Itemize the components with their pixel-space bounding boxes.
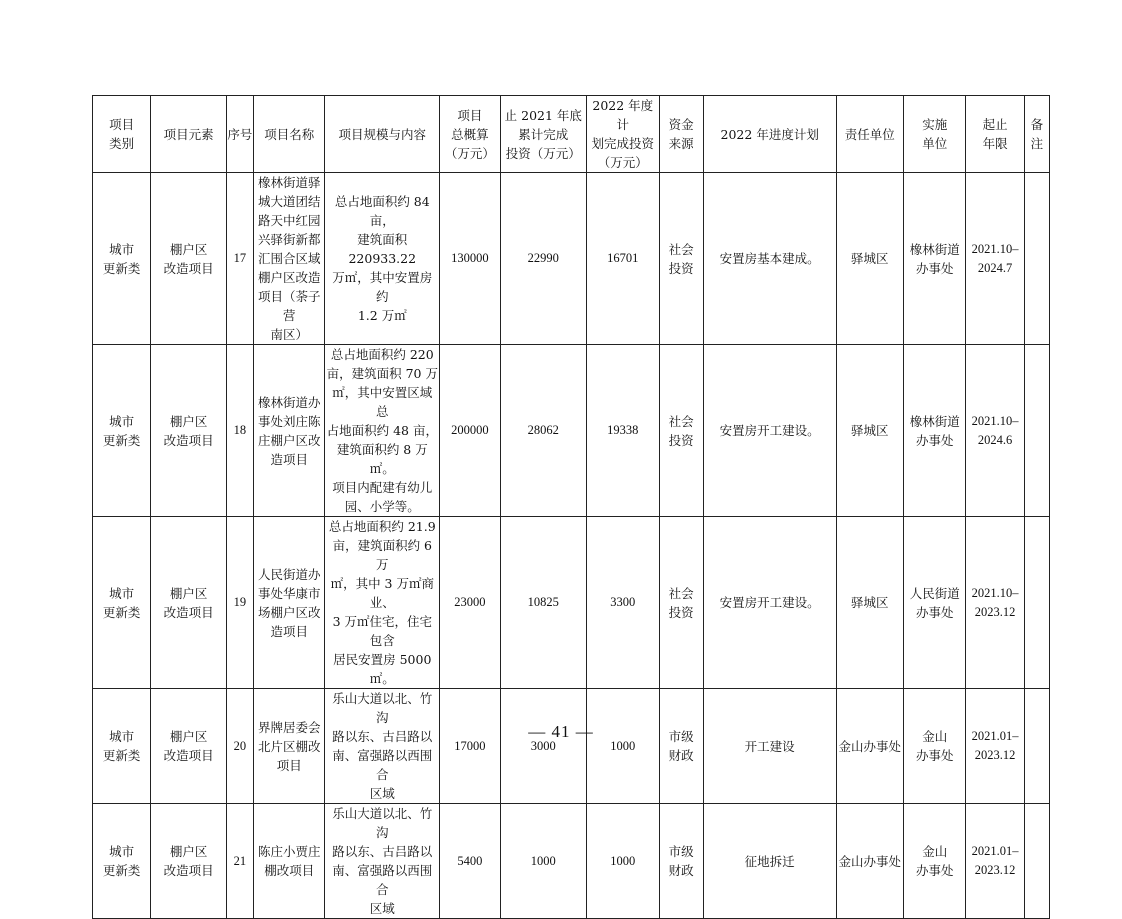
header-implementing-unit: 实施 单位 (904, 96, 966, 173)
cell-fund-source: 社会 投资 (659, 517, 703, 689)
cell-implementing-unit: 金山 办事处 (904, 804, 966, 919)
header-total-budget: 项目 总概算 （万元） (440, 96, 500, 173)
page-number: — 41 — (528, 722, 594, 741)
cell-completed: 1000 (500, 804, 587, 919)
cell-remarks (1024, 517, 1049, 689)
cell-implementing-unit: 金山 办事处 (904, 689, 966, 804)
project-table (92, 95, 1050, 919)
cell-budget: 200000 (440, 345, 500, 517)
cell-remarks (1024, 173, 1049, 345)
header-fund-source: 资金 来源 (659, 96, 703, 173)
cell-element: 棚户区 改造项目 (151, 689, 226, 804)
cell-category: 城市 更新类 (93, 804, 151, 919)
cell-fund-source: 社会 投资 (659, 345, 703, 517)
table-row (93, 173, 1050, 345)
cell-progress: 征地拆迁 (703, 804, 836, 919)
cell-budget: 17000 (440, 689, 500, 804)
cell-budget: 130000 (440, 173, 500, 345)
cell-project-name: 陈庄小贾庄 棚改项目 (253, 804, 324, 919)
cell-period: 2021.10– 2024.7 (966, 173, 1024, 345)
header-project-element: 项目元素 (151, 96, 226, 173)
cell-fund-source: 社会 投资 (659, 173, 703, 345)
cell-completed: 28062 (500, 345, 587, 517)
cell-implementing-unit: 橡林街道 办事处 (904, 345, 966, 517)
cell-responsible-unit: 金山办事处 (836, 689, 903, 804)
cell-plan-2022: 1000 (587, 689, 659, 804)
cell-period: 2021.10– 2023.12 (966, 517, 1024, 689)
cell-completed: 22990 (500, 173, 587, 345)
cell-element: 棚户区 改造项目 (151, 345, 226, 517)
cell-number: 18 (226, 345, 253, 517)
cell-scope: 总占地面积约 220 亩，建筑面积 70 万 ㎡，其中安置区域总 占地面积约 48 亩， 建筑面积约 8 万㎡。 项目内配建有幼儿 园、小学等。 (325, 345, 440, 517)
header-project-name: 项目名称 (253, 96, 324, 173)
cell-number: 17 (226, 173, 253, 345)
cell-project-name: 橡林街道驿 城大道团结 路天中红园 兴驿街新都 汇围合区域 棚户区改造 项目（荼子营 南区） (253, 173, 324, 345)
cell-category: 城市 更新类 (93, 173, 151, 345)
cell-remarks (1024, 804, 1049, 919)
cell-project-name: 人民街道办 事处华康市 场棚户区改 造项目 (253, 517, 324, 689)
cell-number: 20 (226, 689, 253, 804)
header-completed-investment: 止 2021 年底 累计完成 投资（万元） (500, 96, 587, 173)
cell-fund-source: 市级 财政 (659, 804, 703, 919)
cell-category: 城市 更新类 (93, 517, 151, 689)
table-row (93, 517, 1050, 689)
cell-project-name: 界牌居委会 北片区棚改 项目 (253, 689, 324, 804)
cell-progress: 安置房开工建设。 (703, 345, 836, 517)
table-row (93, 689, 1050, 804)
cell-plan-2022: 3300 (587, 517, 659, 689)
header-remarks: 备 注 (1024, 96, 1049, 173)
cell-element: 棚户区 改造项目 (151, 804, 226, 919)
cell-responsible-unit: 金山办事处 (836, 804, 903, 919)
cell-implementing-unit: 橡林街道 办事处 (904, 173, 966, 345)
cell-plan-2022: 16701 (587, 173, 659, 345)
header-project-scope: 项目规模与内容 (325, 96, 440, 173)
cell-plan-2022: 1000 (587, 804, 659, 919)
cell-progress: 安置房开工建设。 (703, 517, 836, 689)
cell-element: 棚户区 改造项目 (151, 173, 226, 345)
cell-budget: 5400 (440, 804, 500, 919)
cell-progress: 开工建设 (703, 689, 836, 804)
cell-progress: 安置房基本建成。 (703, 173, 836, 345)
table-row (93, 804, 1050, 919)
cell-period: 2021.01– 2023.12 (966, 689, 1024, 804)
header-project-category: 项目 类别 (93, 96, 151, 173)
header-2022-planned-investment: 2022 年度计 划完成投资 （万元） (587, 96, 659, 173)
table-row (93, 345, 1050, 517)
cell-period: 2021.10– 2024.6 (966, 345, 1024, 517)
cell-plan-2022: 19338 (587, 345, 659, 517)
cell-project-name: 橡林街道办 事处刘庄陈 庄棚户区改 造项目 (253, 345, 324, 517)
cell-scope: 乐山大道以北、竹沟 路以东、古吕路以 南、富强路以西围合 区域 (325, 689, 440, 804)
cell-element: 棚户区 改造项目 (151, 517, 226, 689)
cell-category: 城市 更新类 (93, 345, 151, 517)
header-responsible-unit: 责任单位 (836, 96, 903, 173)
cell-category: 城市 更新类 (93, 689, 151, 804)
header-2022-progress-plan: 2022 年进度计划 (703, 96, 836, 173)
cell-scope: 总占地面积约 84 亩， 建筑面积 220933.22 万㎡，其中安置房约 1.2 万㎡ (325, 173, 440, 345)
cell-period: 2021.01– 2023.12 (966, 804, 1024, 919)
cell-remarks (1024, 689, 1049, 804)
cell-fund-source: 市级 财政 (659, 689, 703, 804)
header-period: 起止 年限 (966, 96, 1024, 173)
header-serial-number: 序号 (226, 96, 253, 173)
cell-responsible-unit: 驿城区 (836, 173, 903, 345)
cell-remarks (1024, 345, 1049, 517)
cell-budget: 23000 (440, 517, 500, 689)
cell-responsible-unit: 驿城区 (836, 517, 903, 689)
cell-completed: 3000 (500, 689, 587, 804)
cell-scope: 乐山大道以北、竹沟 路以东、古吕路以 南、富强路以西围合 区域 (325, 804, 440, 919)
cell-number: 19 (226, 517, 253, 689)
cell-completed: 10825 (500, 517, 587, 689)
cell-number: 21 (226, 804, 253, 919)
cell-implementing-unit: 人民街道 办事处 (904, 517, 966, 689)
cell-scope: 总占地面积约 21.9 亩，建筑面积约 6 万 ㎡，其中 3 万㎡商业、 3 万㎡住宅，住宅包含 居民安置房 5000 ㎡。 (325, 517, 440, 689)
cell-responsible-unit: 驿城区 (836, 345, 903, 517)
table-header-row (93, 96, 1050, 173)
